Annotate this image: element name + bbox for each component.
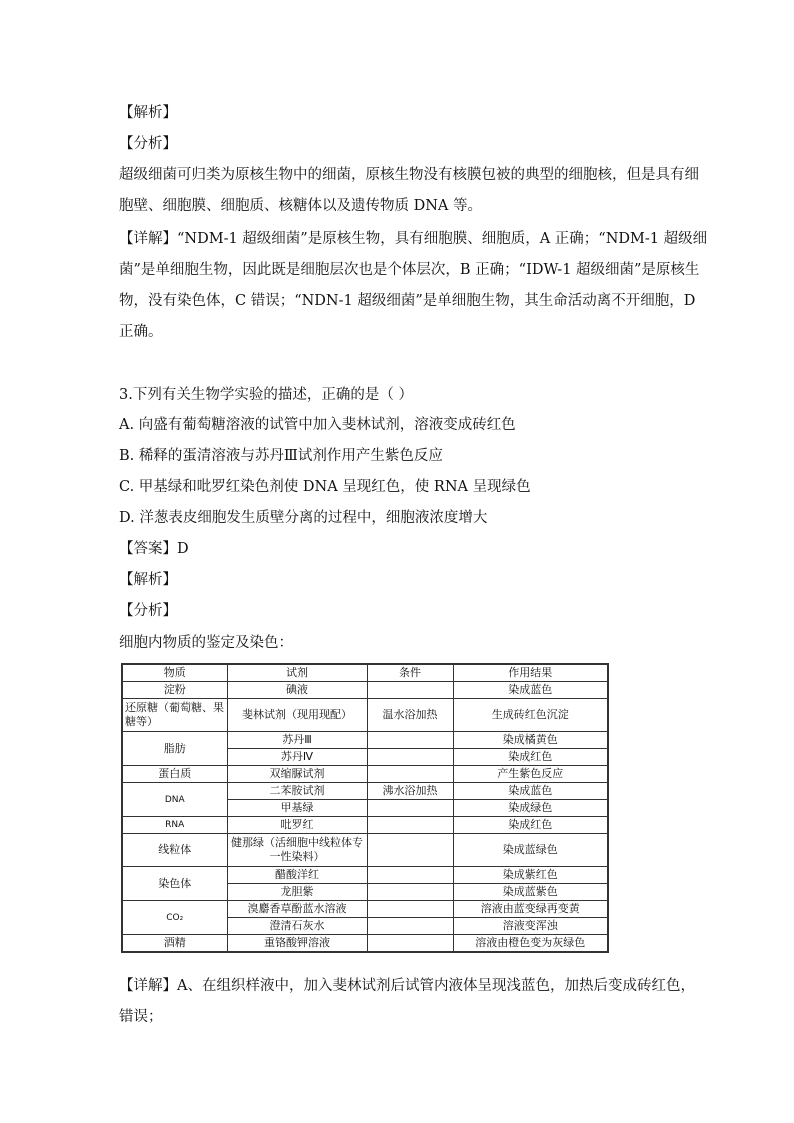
reagent-cell: 双缩脲试剂: [227, 766, 367, 783]
reagent-cell: 吡罗红: [227, 817, 367, 834]
condition-cell: [367, 901, 453, 918]
substance-cell: CO₂: [122, 901, 227, 935]
detail-text: 菌”是单细胞生物，因此既是细胞层次也是个体层次，B 正确；“IDW-1 超级细菌”是原核生: [119, 262, 700, 278]
detail-text: 【详解】A、在组织样液中，加入斐林试剂后试管内液体呈现浅蓝色，加热后变成砖红色，: [119, 978, 695, 994]
substance-cell: 蛋白质: [122, 766, 227, 783]
substance-cell: 淀粉: [122, 682, 227, 699]
result-cell: 染成蓝色: [453, 682, 608, 699]
table-row: [122, 732, 608, 749]
reagent-cell: 龙胆紫: [227, 884, 367, 901]
result-cell: 溶液变浑浊: [453, 918, 608, 935]
table-row: [122, 935, 608, 953]
analysis-text: 胞壁、细胞膜、细胞质、核糖体以及遗传物质 DNA 等。: [119, 198, 483, 214]
condition-cell: [367, 800, 453, 817]
reagent-cell: 溴麝香草酚蓝水溶液: [227, 901, 367, 918]
jiexi-heading: 【解析】: [119, 572, 177, 588]
condition-cell: [367, 884, 453, 901]
condition-cell: [367, 935, 453, 953]
table-intro: 细胞内物质的鉴定及染色：: [119, 635, 293, 651]
condition-cell: [367, 817, 453, 834]
condition-cell: [367, 749, 453, 766]
table-row: [122, 682, 608, 699]
condition-cell: [367, 766, 453, 783]
substance-cell: DNA: [122, 783, 227, 817]
result-cell: 生成砖红色沉淀: [453, 699, 608, 732]
result-cell: 溶液由蓝变绿再变黄: [453, 901, 608, 918]
table-row: [122, 699, 608, 732]
condition-cell: [367, 834, 453, 867]
table-row: [122, 783, 608, 800]
condition-cell: [367, 732, 453, 749]
substance-cell: 脂肪: [122, 732, 227, 766]
table-row: [122, 834, 608, 867]
detail-text: 【详解】“NDM-1 超级细菌”是原核生物，具有细胞膜、细胞质，A 正确；“NDM-1 超级细: [119, 231, 708, 247]
fenxi-heading: 【分析】: [119, 136, 177, 152]
option-d: D. 洋葱表皮细胞发生质壁分离的过程中，细胞液浓度增大: [119, 510, 488, 526]
condition-cell: 沸水浴加热: [367, 783, 453, 800]
detail-text: 物，没有染色体，C 错误；“NDN-1 超级细菌”是单细胞生物，其生命活动离不开细胞，D: [119, 293, 696, 309]
option-a: A. 向盛有葡萄糖溶液的试管中加入斐林试剂，溶液变成砖红色: [119, 417, 516, 433]
reagent-cell: 苏丹Ⅲ: [227, 732, 367, 749]
result-cell: 染成蓝紫色: [453, 884, 608, 901]
fenxi-heading: 【分析】: [119, 603, 177, 619]
reagent-cell: 碘液: [227, 682, 367, 699]
result-cell: 产生紫色反应: [453, 766, 608, 783]
reagent-cell: 健那绿（活细胞中线粒体专一性染料）: [227, 834, 367, 867]
condition-cell: 温水浴加热: [367, 699, 453, 732]
reagent-table: [121, 663, 609, 953]
answer-line: 【答案】D: [119, 541, 189, 557]
substance-cell: 还原糖（葡萄糖、果糖等）: [122, 699, 227, 732]
table-row: [122, 901, 608, 918]
reagent-cell: 苏丹Ⅳ: [227, 749, 367, 766]
result-cell: 染成蓝绿色: [453, 834, 608, 867]
result-cell: 溶液由橙色变为灰绿色: [453, 935, 608, 953]
option-b: B. 稀释的蛋清溶液与苏丹Ⅲ试剂作用产生紫色反应: [119, 448, 443, 464]
reagent-cell: 澄清石灰水: [227, 918, 367, 935]
condition-cell: [367, 682, 453, 699]
substance-cell: 酒精: [122, 935, 227, 953]
detail-text: 错误；: [119, 1009, 163, 1025]
header-cell: 物质: [122, 664, 227, 682]
detail-text: 正确。: [119, 324, 163, 340]
table-row: [122, 766, 608, 783]
reagent-cell: 甲基绿: [227, 800, 367, 817]
analysis-text: 超级细菌可归类为原核生物中的细菌，原核生物没有核膜包被的典型的细胞核，但是具有细: [119, 167, 699, 183]
condition-cell: [367, 918, 453, 935]
result-cell: 染成紫红色: [453, 867, 608, 884]
result-cell: 染成红色: [453, 749, 608, 766]
condition-cell: [367, 867, 453, 884]
reagent-cell: 二苯胺试剂: [227, 783, 367, 800]
result-cell: 染成橘黄色: [453, 732, 608, 749]
header-cell: 试剂: [227, 664, 367, 682]
option-c: C. 甲基绿和吡罗红染色剂使 DNA 呈现红色，使 RNA 呈现绿色: [119, 479, 531, 495]
reagent-cell: 斐林试剂（现用现配）: [227, 699, 367, 732]
result-cell: 染成绿色: [453, 800, 608, 817]
question-stem: 3.下列有关生物学实验的描述，正确的是（ ）: [119, 387, 413, 403]
result-cell: 染成蓝色: [453, 783, 608, 800]
substance-cell: 线粒体: [122, 834, 227, 867]
reagent-cell: 重铬酸钾溶液: [227, 935, 367, 953]
table-row: [122, 867, 608, 884]
substance-cell: 染色体: [122, 867, 227, 901]
header-cell: 作用结果: [453, 664, 608, 682]
substance-cell: RNA: [122, 817, 227, 834]
result-cell: 染成红色: [453, 817, 608, 834]
reagent-cell: 醋酸洋红: [227, 867, 367, 884]
header-cell: 条件: [367, 664, 453, 682]
jiexi-heading: 【解析】: [119, 105, 177, 121]
table-row: [122, 817, 608, 834]
table-header-row: [122, 664, 608, 682]
